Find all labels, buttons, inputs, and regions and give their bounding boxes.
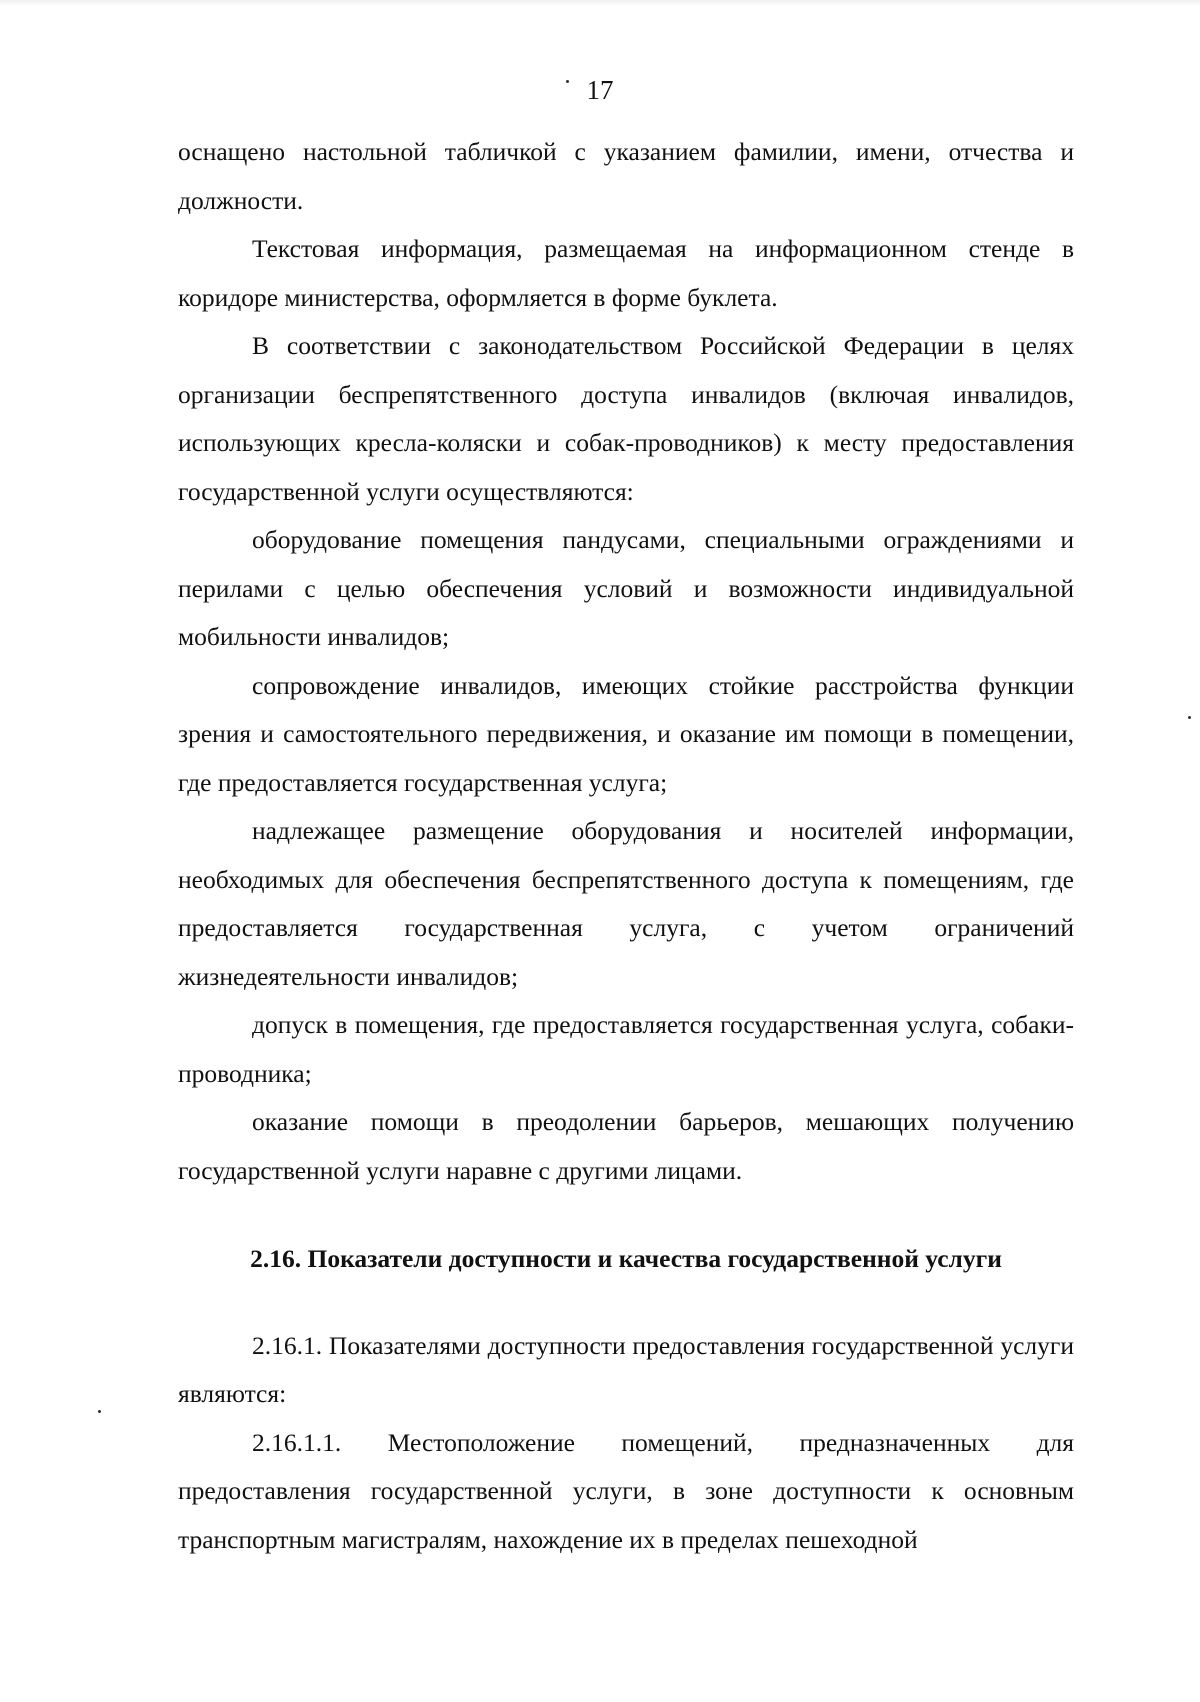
document-body [178, 128, 1074, 1564]
paragraph-equipment: оборудование помещения пандусами, специальными ограждениями и перилами с целью обеспечения условий и возможности индивидуальной мобильности инвалидов; [178, 525, 1074, 651]
scan-speck [566, 80, 569, 83]
paragraph-2-16-1: 2.16.1. Показателями доступности предоставления государственной услуги являются: [178, 1330, 1074, 1408]
scan-edge-shadow [0, 0, 1200, 6]
paragraph-escort: сопровождение инвалидов, имеющих стойкие расстройства функции зрения и самостоятельного передвижения, и оказание им помощи в помещении, где предоставляется государственная услуга; [178, 670, 1074, 797]
scan-speck [1188, 716, 1191, 719]
section-heading: 2.16. Показатели доступности и качества государственной услуги [250, 1244, 1002, 1273]
paragraph-continuation: оснащено настольной табличкой с указанием фамилии, имени, отчества и должности. [178, 137, 1074, 215]
paragraph-guide-dog: допуск в помещения, где предоставляется государственная услуга, собаки-проводника; [178, 1010, 1074, 1088]
paragraph-text-info: Текстовая информация, размещаемая на информационном стенде в коридоре министерства, оформляется в форме буклета. [178, 234, 1074, 312]
paragraph-barriers: оказание помощи в преодолении барьеров, мешающих получению государственной услуги наравне с другими лицами. [178, 1107, 1074, 1185]
scan-speck [98, 1410, 101, 1413]
paragraph-2-16-1-1: 2.16.1.1. Местоположение помещений, предназначенных для предоставления государственной услуги, в зоне доступности к основным транспортным магистралям, нахождение их в пределах пешеходной [178, 1427, 1074, 1554]
page-number: 17 [586, 75, 614, 105]
paragraph-placement: надлежащее размещение оборудования и носителей информации, необходимых для обеспечения беспрепятственного доступа к помещениям, где предоставляется государственная услуга, с учетом ограничений жизнедеятельности инвалидов; [178, 816, 1074, 991]
paragraph-legislation: В соответствии с законодательством Российской Федерации в целях организации беспрепятственного доступа инвалидов (включая инвалидов, использующих кресла-коляски и собак-проводников) к месту предоставления государственной услуги осуществляются: [178, 331, 1074, 506]
